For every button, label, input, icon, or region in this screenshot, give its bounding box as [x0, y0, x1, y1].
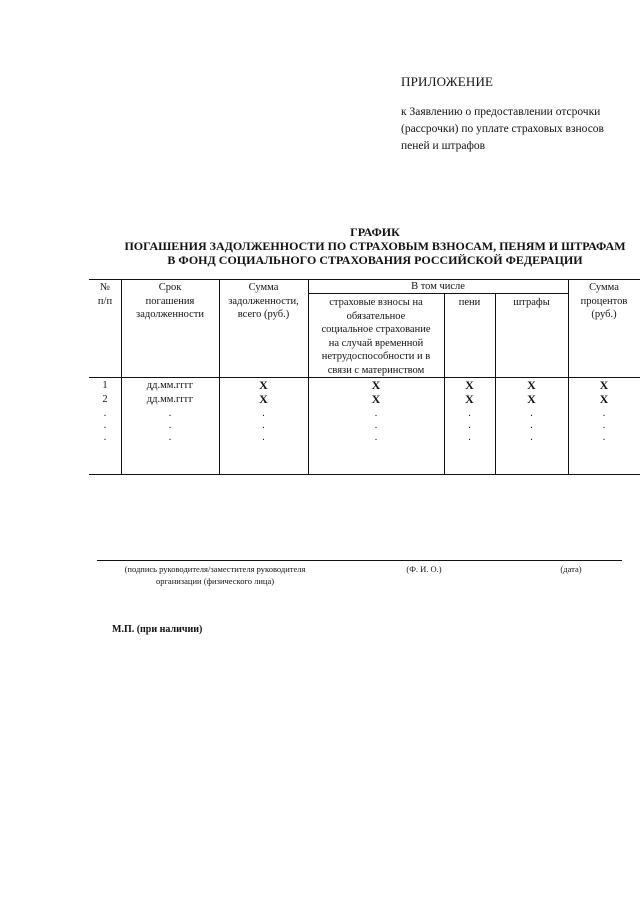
schedule-table [89, 279, 640, 475]
continuation-dot: . [468, 420, 471, 431]
continuation-dot: . [602, 408, 606, 419]
continuation-dot: . [602, 420, 606, 431]
header-interest-line: процентов [580, 295, 628, 307]
header-including: В том числе [411, 281, 465, 292]
header-penalties: пени [458, 297, 481, 308]
continuation-dot: . [103, 420, 107, 431]
row-term: дд.мм.гггг [146, 380, 194, 391]
schedule-subtitle-2: В ФОНД СОЦИАЛЬНОГО СТРАХОВАНИЯ РОССИЙСКОЙ ФЕДЕРАЦИИ [167, 253, 583, 267]
header-term [121, 281, 219, 322]
continuation-dot: . [262, 408, 265, 419]
header-contributions-line: на случай временной [328, 337, 424, 349]
stamp-note: М.П. (при наличии) [112, 624, 203, 635]
continuation-dot: . [168, 420, 172, 431]
header-contributions-line: обязательное [346, 310, 406, 322]
continuation-dot: . [530, 408, 533, 419]
continuation-dot: . [468, 408, 471, 419]
continuation-dot: . [374, 408, 378, 419]
row-total: X [259, 378, 268, 392]
continuation-dot: . [103, 432, 107, 443]
row-penalties: X [465, 378, 474, 392]
row-contributions: X [371, 392, 381, 406]
row-term: дд.мм.гггг [146, 394, 194, 405]
header-term-line: Срок [158, 282, 182, 293]
continuation-dot: . [530, 420, 533, 431]
appendix-line-2: (рассрочки) по уплате страховых взносов [401, 123, 604, 135]
header-contributions-line: страховые взносы на [329, 297, 423, 308]
header-interest [568, 281, 640, 322]
row-contributions: X [371, 378, 381, 392]
signature-date-label: (дата) [560, 564, 582, 574]
row-total: X [259, 392, 268, 406]
row-fines: X [527, 378, 536, 392]
schedule-subtitle-1: ПОГАШЕНИЯ ЗАДОЛЖЕННОСТИ ПО СТРАХОВЫМ ВЗНОСАМ, ПЕНЯМ И ШТРАФАМ [124, 239, 626, 253]
signature-head-label [100, 563, 330, 587]
signature-head-label-line: (подпись руководителя/заместителя руководителя [124, 564, 306, 574]
continuation-dot: . [374, 420, 378, 431]
signature-fio-label: (Ф. И. О.) [406, 564, 442, 574]
continuation-dot: . [530, 432, 533, 443]
continuation-dot: . [602, 432, 606, 443]
header-contributions-line: социальное страхование [321, 324, 431, 335]
row-num: 1 [102, 380, 108, 391]
header-term-line: погашения [145, 295, 195, 307]
header-interest-line: (руб.) [591, 309, 617, 320]
header-fines: штрафы [513, 297, 550, 308]
continuation-dot: . [168, 408, 172, 419]
signature-head-label-line: организации (физического лица) [155, 576, 275, 586]
row-penalties: X [465, 392, 474, 406]
header-contributions-line: нетрудоспособности и в [321, 351, 431, 362]
continuation-dot: . [468, 432, 471, 443]
header-num-line: № [99, 282, 111, 293]
row-interest: X [599, 392, 609, 406]
header-term-line: задолженности [136, 309, 204, 320]
header-num-line: п/п [97, 295, 113, 307]
continuation-dot: . [262, 420, 265, 431]
continuation-dot: . [374, 432, 378, 443]
header-num [89, 281, 121, 308]
continuation-dot: . [262, 432, 265, 443]
header-total-line: задолженности, [228, 295, 299, 307]
appendix-title: ПРИЛОЖЕНИЕ [401, 74, 494, 89]
header-bottom-border [89, 377, 640, 378]
row-interest: X [599, 378, 609, 392]
header-total-line: Сумма [248, 282, 279, 293]
row-num: 2 [102, 394, 108, 405]
header-contributions-line: связи с материнством [327, 364, 425, 376]
header-contributions [308, 296, 444, 377]
header-interest-line: Сумма [589, 282, 619, 293]
schedule-title: ГРАФИК [350, 225, 400, 239]
row-fines: X [527, 392, 536, 406]
header-total-line: всего (руб.) [237, 309, 290, 320]
header-total [219, 281, 308, 322]
appendix-line-3: пеней и штрафов [401, 140, 486, 152]
table-bottom-border [89, 474, 640, 475]
continuation-dot: . [103, 408, 107, 419]
continuation-dot: . [168, 432, 172, 443]
appendix-line-1: к Заявлению о предоставлении отсрочки [401, 106, 601, 118]
signature-line [97, 560, 622, 561]
